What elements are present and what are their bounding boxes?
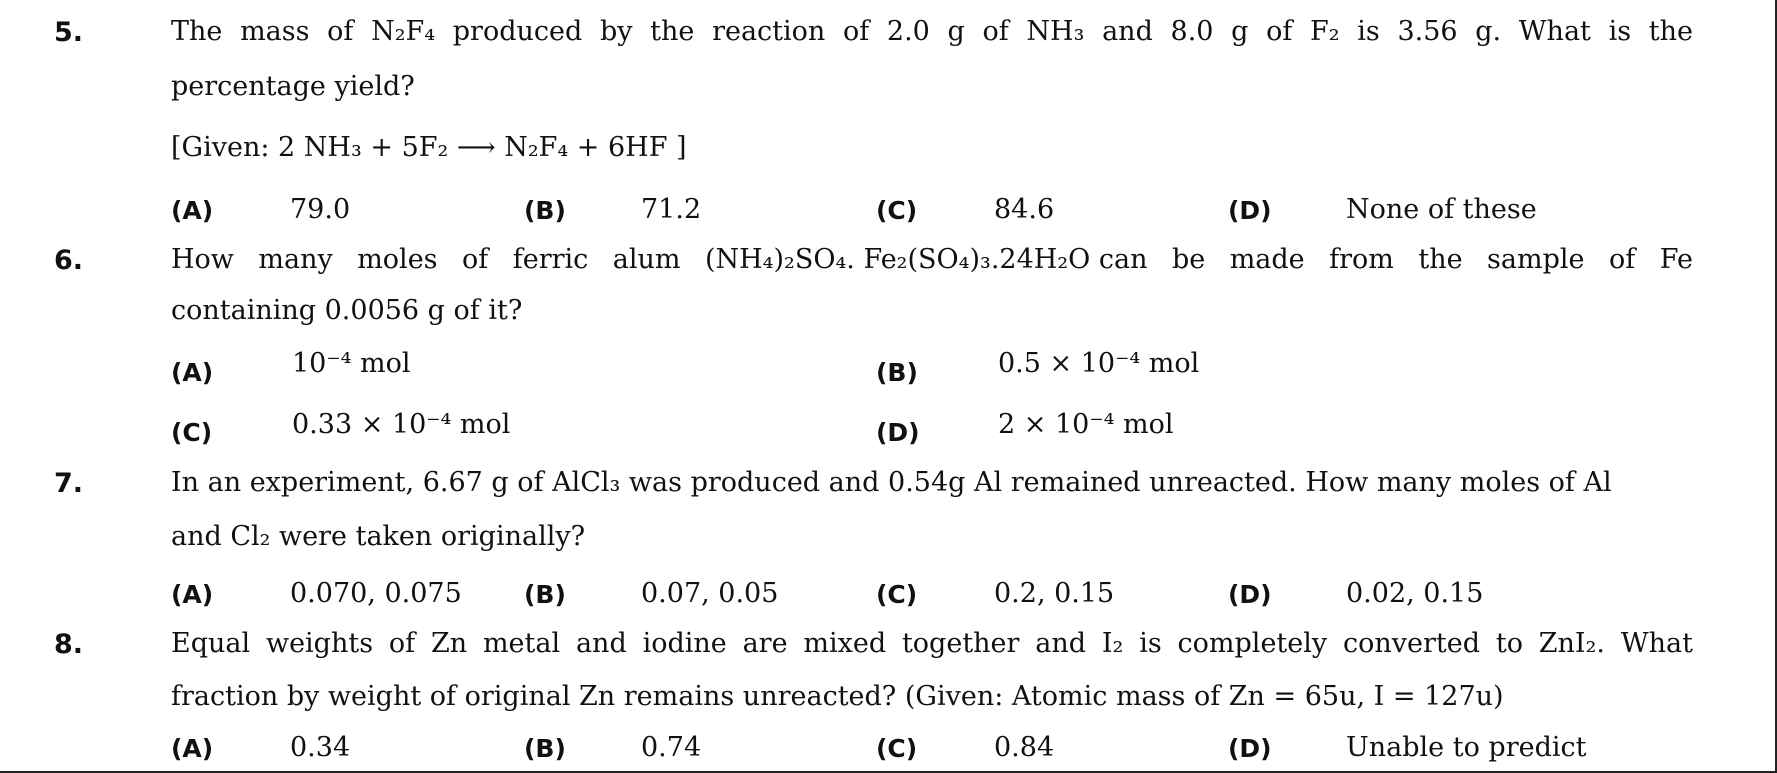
option-a[interactable]: 10⁻⁴ mol — [292, 348, 411, 379]
option-b[interactable]: 71.2 — [641, 194, 702, 225]
word: of — [462, 244, 489, 275]
option-letter-a: (A) — [171, 358, 214, 387]
option-letter-c: (C) — [171, 418, 213, 447]
word: 8.0 — [1170, 16, 1214, 47]
word: is — [1139, 628, 1162, 659]
word: made — [1229, 244, 1305, 275]
option-b[interactable]: 0.07, 0.05 — [641, 578, 779, 609]
given-equation: [Given: 2 NH₃ + 5F₂ ⟶ N₂F₄ + 6HF ] — [171, 132, 687, 163]
question-number: 6. — [54, 245, 84, 276]
option-letter-d: (D) — [1228, 580, 1272, 609]
word: of — [1266, 16, 1293, 47]
option-c[interactable]: 84.6 — [994, 194, 1055, 225]
word: converted — [1342, 628, 1481, 659]
word: weights — [265, 628, 374, 659]
question-text-line-1 — [171, 626, 1693, 662]
option-letter-d: (D) — [1228, 196, 1272, 225]
option-letter-c: (C) — [876, 580, 918, 609]
option-d[interactable]: 0.02, 0.15 — [1346, 578, 1484, 609]
option-a[interactable]: 79.0 — [290, 194, 351, 225]
option-b[interactable]: 0.74 — [641, 732, 702, 763]
word: moles — [357, 244, 438, 275]
word: alum — [612, 244, 681, 275]
option-c[interactable]: 0.33 × 10⁻⁴ mol — [292, 409, 511, 440]
question-number: 7. — [54, 468, 84, 499]
formula-zni2: ZnI₂. — [1538, 628, 1606, 659]
word: g — [947, 16, 965, 47]
word: What — [1620, 628, 1693, 659]
question-text-line-2: fraction by weight of original Zn remains unreacted? (Given: Atomic mass of Zn = 65u, I = 127u) — [171, 681, 1504, 712]
option-letter-a: (A) — [171, 196, 214, 225]
word: metal — [482, 628, 561, 659]
question-text-line-2: containing 0.0056 g of it? — [171, 295, 523, 326]
word: be — [1171, 244, 1206, 275]
word: by — [599, 16, 633, 47]
word: the — [1648, 16, 1693, 47]
word: from — [1329, 244, 1394, 275]
word: of — [327, 16, 354, 47]
word: iodine — [642, 628, 727, 659]
formula-i2: I₂ — [1101, 628, 1124, 659]
question-text-line-1: In an experiment, 6.67 g of AlCl₃ was produced and 0.54g Al remained unreacted. How many moles of Al — [171, 467, 1612, 498]
word: and — [575, 628, 627, 659]
option-a[interactable]: 0.070, 0.075 — [290, 578, 462, 609]
word: and — [1102, 16, 1153, 47]
word: Zn — [430, 628, 468, 659]
word: ferric — [512, 244, 589, 275]
word: of — [388, 628, 416, 659]
option-letter-b: (B) — [876, 358, 918, 387]
word: g — [1231, 16, 1249, 47]
word: together — [901, 628, 1020, 659]
option-c[interactable]: 0.84 — [994, 732, 1055, 763]
option-d[interactable]: Unable to predict — [1346, 732, 1587, 763]
option-letter-a: (A) — [171, 734, 214, 763]
word: mass — [240, 16, 310, 47]
option-letter-b: (B) — [524, 734, 566, 763]
word: of — [842, 16, 870, 47]
option-letter-b: (B) — [524, 580, 566, 609]
formula-ferric-alum: (NH₄)₂SO₄. Fe₂(SO₄)₃.24H₂O can — [704, 244, 1148, 275]
word: the — [1418, 244, 1463, 275]
question-text-line-2: and Cl₂ were taken originally? — [171, 521, 586, 552]
option-letter-d: (D) — [1228, 734, 1272, 763]
word: sample — [1487, 244, 1585, 275]
word: the — [650, 16, 695, 47]
question-number: 5. — [54, 17, 84, 48]
word: Equal — [171, 628, 251, 659]
word: mixed — [803, 628, 887, 659]
formula-nh3: NH₃ — [1026, 16, 1085, 47]
option-letter-c: (C) — [876, 196, 918, 225]
option-d[interactable]: None of these — [1346, 194, 1537, 225]
word: reaction — [712, 16, 826, 47]
word: 2.0 — [886, 16, 930, 47]
word: How — [171, 244, 234, 275]
question-text-line-2: percentage yield? — [171, 71, 415, 102]
word: g. — [1475, 16, 1502, 47]
word: completely — [1177, 628, 1328, 659]
word: produced — [452, 16, 583, 47]
question-number: 8. — [54, 629, 84, 660]
option-letter-a: (A) — [171, 580, 214, 609]
word: to — [1495, 628, 1523, 659]
word: many — [258, 244, 333, 275]
word: of — [1608, 244, 1636, 275]
word: Fe — [1659, 244, 1693, 275]
word: are — [742, 628, 788, 659]
word: The — [171, 16, 223, 47]
formula-n2f4: N₂F₄ — [371, 16, 436, 47]
word: and — [1035, 628, 1087, 659]
question-text-line-1 — [171, 242, 1693, 278]
word: What — [1518, 16, 1591, 47]
option-letter-d: (D) — [876, 418, 920, 447]
option-c[interactable]: 0.2, 0.15 — [994, 578, 1115, 609]
question-text-line-1 — [171, 14, 1693, 50]
word: of — [982, 16, 1009, 47]
option-letter-b: (B) — [524, 196, 566, 225]
option-letter-c: (C) — [876, 734, 918, 763]
word: is — [1608, 16, 1632, 47]
option-d[interactable]: 2 × 10⁻⁴ mol — [998, 409, 1174, 440]
option-a[interactable]: 0.34 — [290, 732, 351, 763]
option-b[interactable]: 0.5 × 10⁻⁴ mol — [998, 348, 1200, 379]
formula-f2: F₂ — [1310, 16, 1340, 47]
word: is — [1357, 16, 1380, 47]
word: 3.56 — [1397, 16, 1458, 47]
